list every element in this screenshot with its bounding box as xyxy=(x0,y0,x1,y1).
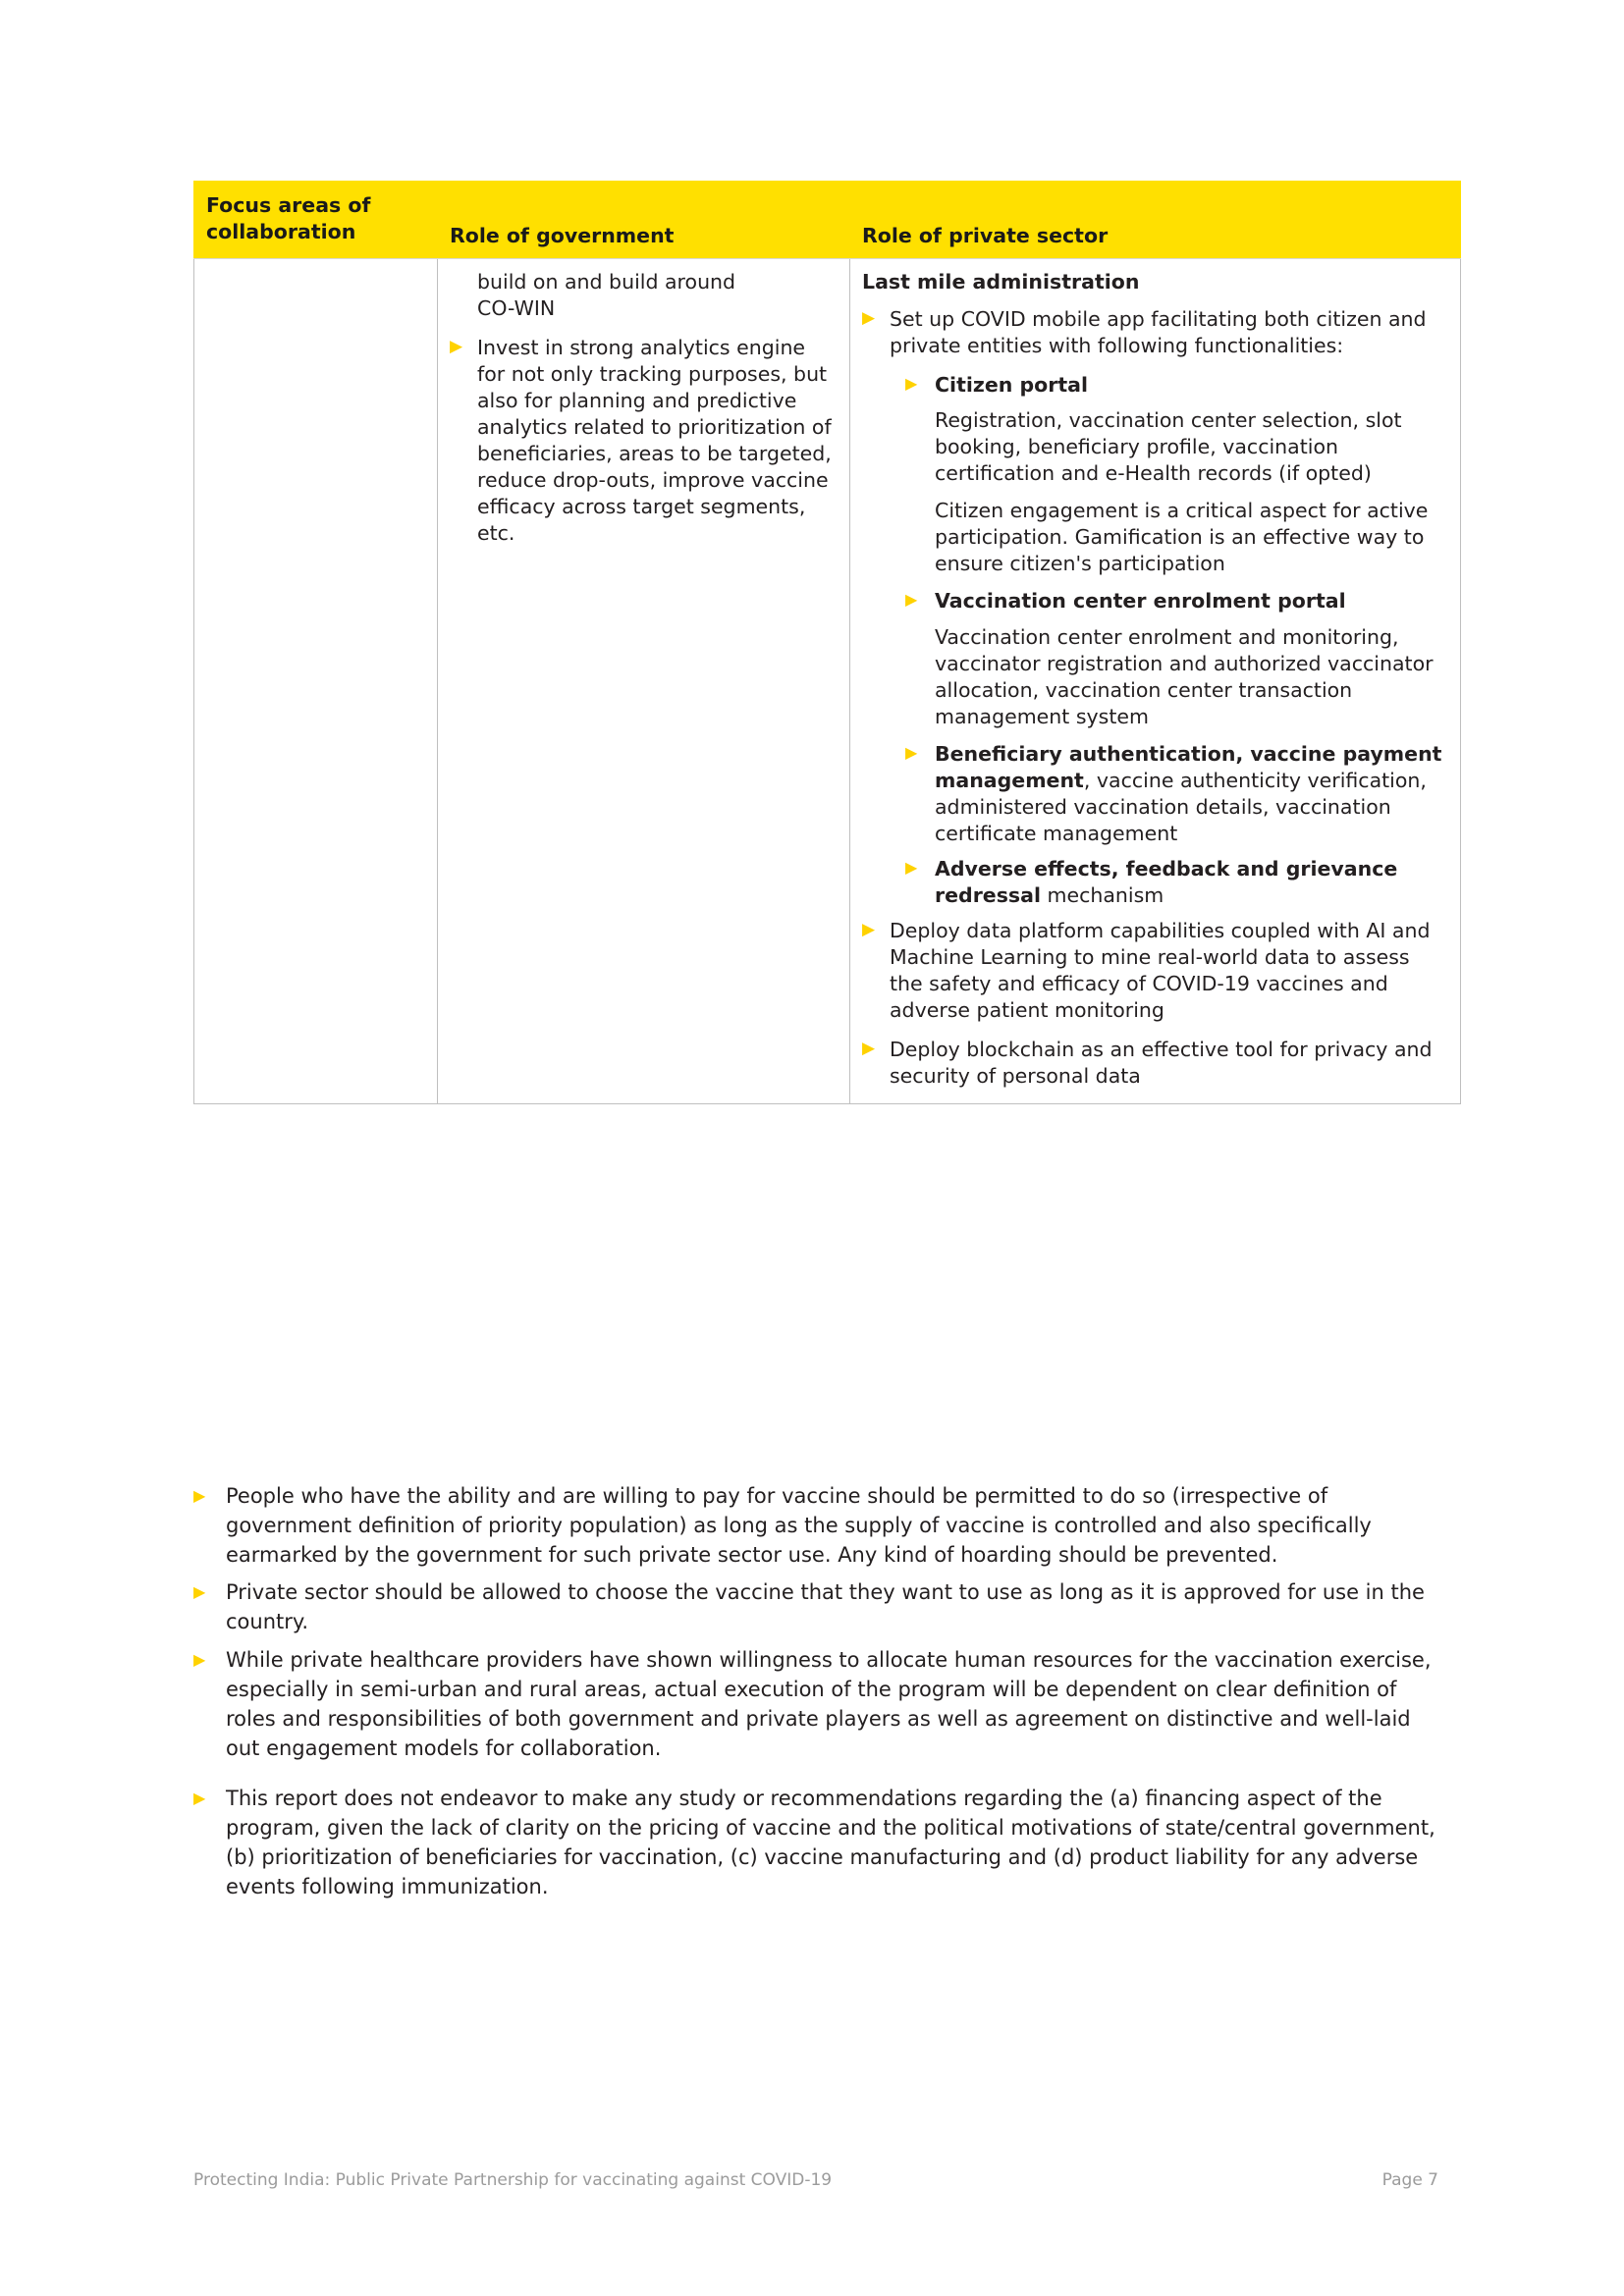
bullet-triangle-icon: ▶ xyxy=(193,1789,206,1808)
beneficiary-authentication-block xyxy=(935,741,1448,847)
recommendations-list xyxy=(193,1482,1438,1911)
bullet-triangle-icon: ▶ xyxy=(450,337,463,357)
page-footer xyxy=(193,2169,1438,2191)
list-item xyxy=(193,1646,1438,1763)
adverse-effects-label: Adverse effects, feedback and grievance redressal xyxy=(935,856,1398,907)
collaboration-table-wrapper xyxy=(193,181,1460,1104)
private-subbullet-beneficiary-authentication xyxy=(905,741,1448,847)
list-item xyxy=(193,1482,1438,1570)
bullet-triangle-icon: ▶ xyxy=(905,590,918,610)
gov-bullet-item xyxy=(450,335,838,547)
enrolment-portal-description: Vaccination center enrolment and monitoring, vaccinator registration and authorized vaccinator allocation, vaccination center transaction management system xyxy=(935,624,1434,728)
bullet-triangle-icon: ▶ xyxy=(862,308,876,329)
citizen-engagement-description: Citizen engagement is a critical aspect for active participation. Gamification is an effective way to ensure citizen's participation xyxy=(935,499,1429,576)
list-item-text: Private sector should be allowed to choose the vaccine that they want to use as long as it is approved for use in the country. xyxy=(226,1580,1425,1634)
list-item xyxy=(193,1785,1438,1901)
column-header-focus-areas: Focus areas of collaboration xyxy=(194,182,438,259)
list-item-text: People who have the ability and are willing to pay for vaccine should be permitted to do so (irrespective of government definition of priority population) as long as the supply of vaccine is controlled and also specifically earmarked by the government for such private sector use. Any kind of hoarding should be prevented. xyxy=(226,1484,1372,1567)
role-of-government-cell xyxy=(438,259,850,1104)
table-row xyxy=(194,259,1461,1104)
column-header-role-of-government: Role of government xyxy=(438,182,850,259)
bullet-triangle-icon: ▶ xyxy=(193,1650,206,1670)
enrolment-portal-label: Vaccination center enrolment portal xyxy=(935,589,1346,614)
bullet-triangle-icon: ▶ xyxy=(905,857,918,877)
list-item xyxy=(193,1578,1438,1637)
citizen-portal-label: Citizen portal xyxy=(935,373,1088,398)
private-subbullet-citizen-portal xyxy=(905,372,1448,399)
private-bullet-text: Deploy blockchain as an effective tool for privacy and security of personal data xyxy=(890,1038,1433,1089)
private-section-heading: Last mile administration xyxy=(862,270,1140,294)
private-subbullet-adverse-effects xyxy=(905,856,1448,909)
gov-bullet-text: Invest in strong analytics engine for not only tracking purposes, but also for planning and predictive analytics related to prioritization of beneficiaries, areas to be targeted, reduce drop-outs, improve vaccine efficacy across target segments, etc. xyxy=(477,336,832,546)
private-bullet-text: Set up COVID mobile app facilitating both citizen and private entities with following functionalities: xyxy=(890,307,1427,358)
footer-document-title: Protecting India: Public Private Partnership for vaccinating against COVID-19 xyxy=(193,2170,833,2190)
list-item-text: This report does not endeavor to make any study or recommendations regarding the (a) financing aspect of the program, given the lack of clarity on the pricing of vaccine and the political motivations of state/central government, (b) prioritization of beneficiaries for vaccination, (c) vaccine manufacturing and (d) product liability for any adverse events following immunization. xyxy=(226,1787,1435,1898)
bullet-triangle-icon: ▶ xyxy=(905,742,918,762)
private-subbullet-enrolment-portal xyxy=(905,588,1448,614)
private-bullet-item xyxy=(862,306,1448,359)
footer-page-number: Page 7 xyxy=(1381,2170,1438,2190)
adverse-effects-block xyxy=(935,856,1448,909)
collaboration-table xyxy=(193,181,1461,1104)
beneficiary-authentication-label: Beneficiary authentication, vaccine payment management xyxy=(935,741,1442,792)
bullet-triangle-icon: ▶ xyxy=(193,1486,206,1505)
bullet-triangle-icon: ▶ xyxy=(862,1039,876,1059)
role-of-private-sector-cell xyxy=(850,259,1461,1104)
bullet-triangle-icon: ▶ xyxy=(862,919,876,939)
beneficiary-authentication-rest: , vaccine authenticity verification, administered vaccination details, vaccination certificate management xyxy=(935,768,1427,845)
focus-area-cell-empty xyxy=(194,259,438,1104)
gov-continued-line-1: build on and build around xyxy=(477,270,736,294)
adverse-effects-rest: mechanism xyxy=(1040,882,1164,907)
gov-continued-line-2: CO-WIN xyxy=(477,296,556,321)
column-header-role-of-private-sector: Role of private sector xyxy=(850,182,1461,259)
private-bullet-text: Deploy data platform capabilities coupled with AI and Machine Learning to mine real-world data to assess the safety and efficacy of COVID-19 vaccines and adverse patient monitoring xyxy=(890,918,1431,1023)
citizen-portal-description: Registration, vaccination center selection, slot booking, beneficiary profile, vaccination certification and e-Health records (if opted) xyxy=(935,408,1402,486)
list-item-text: While private healthcare providers have shown willingness to allocate human resources for the vaccination exercise, especially in semi-urban and rural areas, actual execution of the program will be dependent on clear definition of roles and responsibilities of both government and private players as well as agreement on distinctive and well-laid out engagement models for collaboration. xyxy=(226,1648,1432,1760)
private-bullet-item xyxy=(862,918,1448,1024)
bullet-triangle-icon: ▶ xyxy=(905,374,918,394)
bullet-triangle-icon: ▶ xyxy=(193,1582,206,1602)
private-bullet-item xyxy=(862,1037,1448,1090)
table-header-row xyxy=(194,182,1461,259)
